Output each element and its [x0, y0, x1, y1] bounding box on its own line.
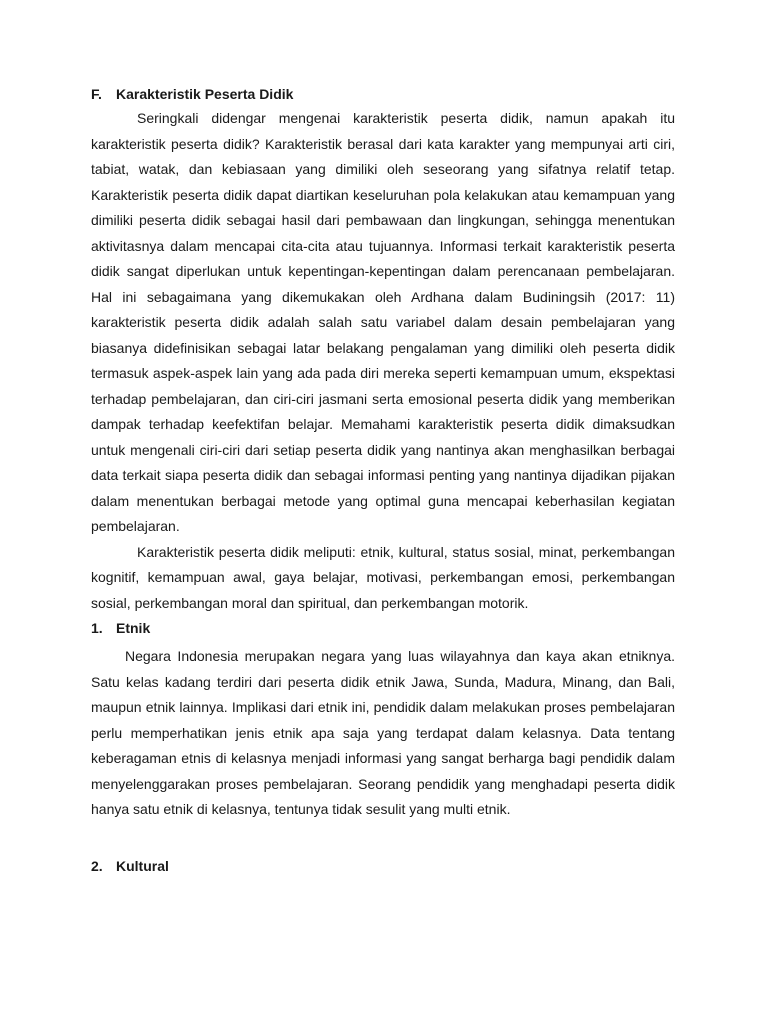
section-title: Karakteristik Peserta Didik — [116, 86, 294, 102]
section-letter: F. — [91, 86, 102, 102]
subsection-title: Etnik — [116, 620, 151, 636]
subsection-heading-kultural — [91, 856, 675, 876]
paragraph-characteristics-list: Karakteristik peserta didik meliputi: etnik, kultural, status sosial, minat, perkembangan kognitif, kemampuan awal, gaya belajar, motivasi, perkembangan emosi, perkembangan sosial, perkembangan moral dan spiritual, dan perkembangan motorik. — [91, 543, 675, 611]
subsection-number: 1. — [91, 620, 103, 636]
paragraph-etnik: Negara Indonesia merupakan negara yang luas wilayahnya dan kaya akan etniknya. Satu kelas kadang terdiri dari peserta didik etnik Jawa, Sunda, Madura, Minang, dan Bali, maupun etnik lainnya. Implikasi dari etnik ini, pendidik dalam melakukan proses pembelajaran perlu memperhatikan jenis etnik apa saja yang terdapat dalam kelasnya. Data tentang keberagaman etnis di kelasnya menjadi informasi yang sangat berharga bagi pendidik dalam menyelenggarakan proses pembelajaran. Seorang pendidik yang menghadapi peserta didik hanya satu etnik di kelasnya, tentunya tidak sesulit yang multi etnik. — [91, 648, 675, 817]
paragraph-spacer — [91, 823, 675, 848]
paragraph-definition: Seringkali didengar mengenai karakteristik peserta didik, namun apakah itu karakteristik peserta didik? Karakteristik berasal dari kata karakter yang mempunyai arti ciri, tabiat, watak, dan kebiasaan yang dimiliki oleh seseorang yang sifatnya relatif tetap. Karakteristik peserta didik dapat diartikan keseluruhan pola kelakukan atau kemampuan yang dimiliki peserta didik sebagai hasil dari pembawaan dan lingkungan, sehingga menentukan aktivitasnya dalam mencapai cita-cita atau tujuannya. Informasi terkait karakteristik peserta didik sangat diperlukan untuk kepentingan-kepentingan dalam perencanaan pembelajaran. Hal ini sebagaimana yang dikemukakan oleh Ardhana dalam Budiningsih (2017: 11) karakteristik peserta didik adalah salah satu variabel dalam desain pembelajaran yang biasanya didefinisikan sebagai latar belakang pengalaman yang dimiliki oleh peserta didik termasuk aspek-aspek lain yang ada pada diri mereka seperti kemampuan umum, ekspektasi terhadap pembelajaran, dan ciri-ciri jasmani serta emosional peserta didik yang memberikan dampak terhadap keefektifan belajar. Memahami karakteristik peserta didik dimaksudkan untuk mengenali ciri-ciri dari setiap peserta didik yang nantinya akan menghasilkan berbagai data terkait siapa peserta didik dan sebagai informasi penting yang nantinya dijadikan pijakan dalam menentukan berbagai metode yang optimal guna mencapai keberhasilan kegiatan pembelajaran. — [91, 110, 675, 534]
subsection-heading-etnik — [91, 618, 675, 638]
subsection-number: 2. — [91, 857, 103, 874]
section-heading — [91, 84, 675, 104]
document-page — [91, 84, 675, 878]
subsection-title: Kultural — [116, 857, 169, 874]
